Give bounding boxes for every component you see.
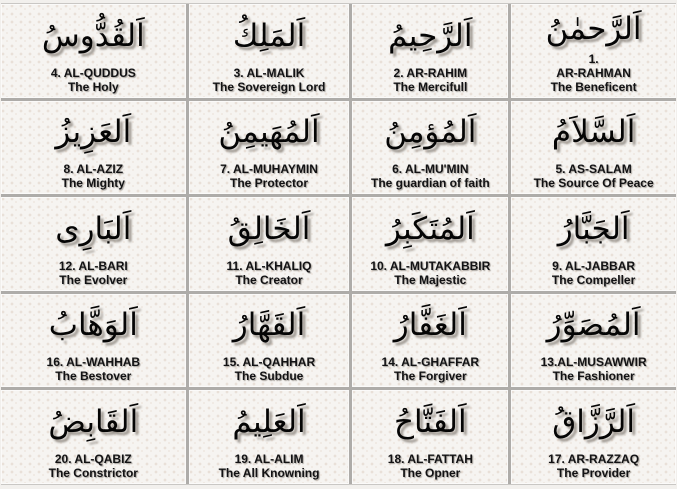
arabic-calligraphy: اَلقَهَّارُ <box>232 307 306 344</box>
name-meaning: The Bestover <box>55 369 132 384</box>
name-card-al-jabbar <box>511 197 676 291</box>
name-meaning: The guardian of faith <box>370 176 490 191</box>
name-transliteration: 3. AL-MALIK <box>233 65 305 80</box>
name-card-al-fattah <box>352 390 508 484</box>
arabic-calligraphy: اَلمُؤمِنُ <box>384 114 477 151</box>
arabic-calligraphy: اَلمَلِكُ <box>232 17 306 54</box>
name-card-al-ghaffar <box>352 294 508 388</box>
name-card-al-alim <box>189 390 350 484</box>
name-meaning: The Creator <box>235 272 303 287</box>
name-card-al-muhaymin <box>189 101 350 195</box>
name-meaning: The Holy <box>67 79 119 94</box>
name-meaning: The Beneficent <box>550 79 637 94</box>
name-meaning: The Provider <box>556 465 631 480</box>
name-transliteration: 16. AL-WAHHAB <box>46 355 141 370</box>
arabic-calligraphy: اَلرَّحمٰنُ <box>545 10 642 47</box>
name-transliteration: 18. AL-FATTAH <box>387 451 473 466</box>
name-card-al-quddus <box>1 4 186 98</box>
name-card-al-aziz <box>1 101 186 195</box>
name-transliteration: 13.AL-MUSAWWIR <box>540 355 647 370</box>
name-transliteration: 5. AS-SALAM <box>555 162 632 177</box>
name-transliteration: 20. AL-QABIZ <box>54 451 132 466</box>
arabic-calligraphy: اَلمُتَكَبِرُ <box>385 210 475 247</box>
name-transliteration: 9. AL-JABBAR <box>552 258 636 273</box>
name-meaning: The Constrictor <box>48 465 138 480</box>
arabic-calligraphy: اَلجَبَّارُ <box>557 210 630 247</box>
name-card-ar-razzaq <box>511 390 676 484</box>
name-transliteration: AR-RAHMAN <box>556 65 631 80</box>
name-transliteration: 11. AL-KHALIQ <box>226 258 312 273</box>
name-meaning: The Majestic <box>394 272 467 287</box>
name-number: 1. <box>588 51 599 66</box>
arabic-calligraphy: اَلعَلِيمُ <box>232 403 306 440</box>
name-card-al-khaliq <box>189 197 350 291</box>
name-meaning: The Protector <box>230 176 309 191</box>
arabic-calligraphy: اَلخَالِقُ <box>227 210 311 247</box>
arabic-calligraphy: اَلسَّلاَمُ <box>551 114 636 151</box>
name-card-al-mumin <box>352 101 508 195</box>
arabic-calligraphy: اَلبَارِى <box>55 210 132 247</box>
name-transliteration: 8. AL-AZIZ <box>63 162 124 177</box>
name-meaning: The Subdue <box>234 369 304 384</box>
name-meaning: The Source Of Peace <box>533 176 654 191</box>
name-card-al-wahhab <box>1 294 186 388</box>
name-transliteration: 6. AL-MU'MIN <box>392 162 469 177</box>
name-meaning: The Opner <box>400 465 461 480</box>
name-meaning: The Sovereign Lord <box>212 79 326 94</box>
name-transliteration: 7. AL-MUHAYMIN <box>220 162 318 177</box>
name-transliteration: 14. AL-GHAFFAR <box>381 355 480 370</box>
name-transliteration: 2. AR-RAHIM <box>393 65 468 80</box>
arabic-calligraphy: اَلرَّحِيمُ <box>388 17 473 54</box>
arabic-calligraphy: اَلرَّزَّاقُ <box>552 403 636 440</box>
name-transliteration: 4. AL-QUDDUS <box>50 65 136 80</box>
arabic-calligraphy: اَلفَتَّاحُ <box>394 403 467 440</box>
arabic-calligraphy: اَلوَهَّابُ <box>48 307 138 344</box>
arabic-calligraphy: اَلغَفَّارُ <box>393 307 467 344</box>
name-transliteration: 19. AL-ALIM <box>234 451 304 466</box>
name-card-al-malik <box>189 4 350 98</box>
name-meaning: The Mercifull <box>393 79 468 94</box>
name-card-al-musawwir <box>511 294 676 388</box>
name-card-al-qahhar <box>189 294 350 388</box>
name-card-as-salam <box>511 101 676 195</box>
name-transliteration: 12. AL-BARI <box>58 258 128 273</box>
arabic-calligraphy: اَلقَابِضُ <box>48 403 139 440</box>
name-meaning: The Forgiver <box>393 369 467 384</box>
name-meaning: The All Knowning <box>218 465 320 480</box>
name-card-al-qabiz <box>1 390 186 484</box>
arabic-calligraphy: اَلعَزِيزُ <box>55 114 132 151</box>
name-card-al-bari <box>1 197 186 291</box>
arabic-calligraphy: اَلقُدُّوسُ <box>41 17 145 54</box>
name-transliteration: 10. AL-MUTAKABBIR <box>370 258 491 273</box>
name-meaning: The Evolver <box>59 272 128 287</box>
name-transliteration: 15. AL-QAHHAR <box>222 355 316 370</box>
arabic-calligraphy: اَلمُهَيمِنُ <box>218 114 320 151</box>
name-card-ar-rahman <box>511 4 676 98</box>
name-card-ar-rahim <box>352 4 508 98</box>
name-meaning: The Mighty <box>61 176 125 191</box>
name-meaning: The Fashioner <box>552 369 635 384</box>
name-meaning: The Compeller <box>551 272 636 287</box>
name-transliteration: 17. AR-RAZZAQ <box>548 451 640 466</box>
name-card-al-mutakabbir <box>352 197 508 291</box>
arabic-calligraphy: اَلمُصَوِّرُ <box>546 307 641 344</box>
names-grid <box>1 3 676 485</box>
